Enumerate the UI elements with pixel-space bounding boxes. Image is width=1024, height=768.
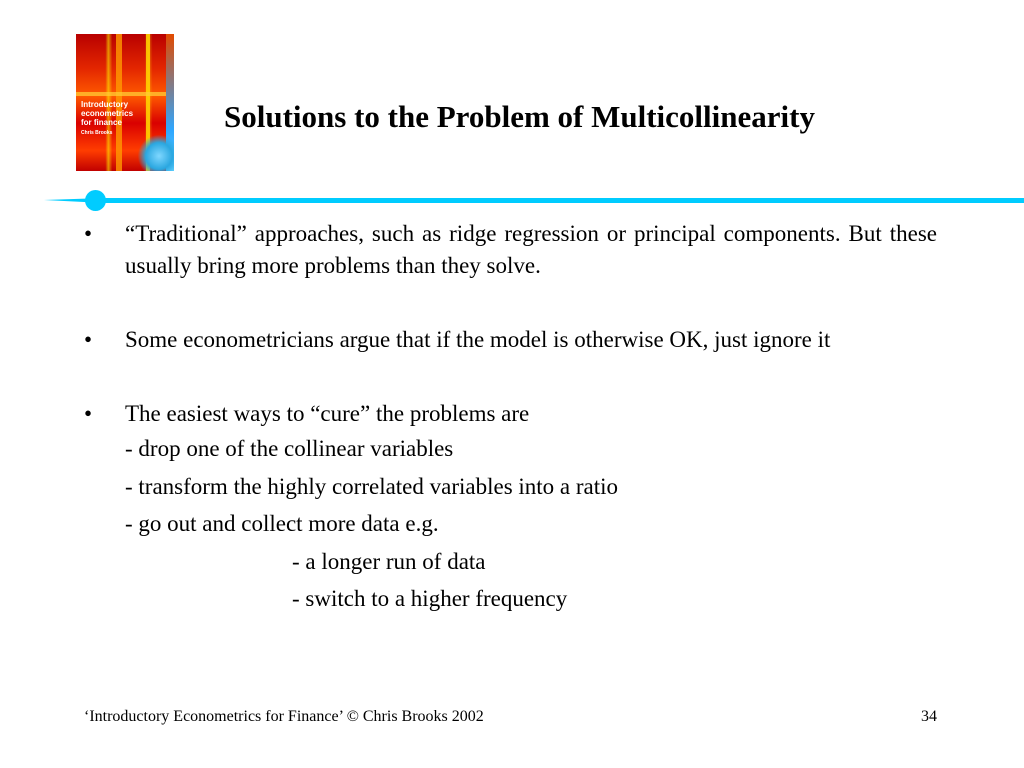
- title-divider: [44, 195, 1024, 205]
- bullet-item: [84, 398, 937, 430]
- sub-sub-item: - switch to a higher frequency: [292, 586, 568, 611]
- bullet-item: [84, 218, 937, 282]
- book-cover-image: [76, 34, 174, 171]
- slide-title: Solutions to the Problem of Multicollinearity: [224, 99, 815, 134]
- bullet-text: The easiest ways to “cure” the problems are: [125, 401, 530, 426]
- cover-stripe: [76, 92, 174, 96]
- sub-sub-item: - a longer run of data: [292, 548, 486, 574]
- page-number: 34: [921, 708, 937, 725]
- cover-author: Chris Brooks: [81, 130, 113, 136]
- bullet-icon: •: [84, 401, 93, 426]
- sub-item: - transform the highly correlated variables into a ratio: [125, 473, 619, 499]
- sub-item: - go out and collect more data e.g.: [125, 511, 439, 536]
- cover-title: Introductory econometrics for finance: [81, 100, 134, 127]
- divider-line: [104, 198, 1024, 203]
- slide-body: [84, 218, 937, 618]
- bullet-icon: •: [84, 221, 93, 246]
- bullet-icon: •: [84, 327, 93, 352]
- footer-citation: ‘Introductory Econometrics for Finance’ © Chris Brooks 2002: [84, 708, 484, 725]
- bullet-text: Some econometricians argue that if the model is otherwise OK, just ignore it: [125, 327, 831, 352]
- bullet-item: [84, 324, 937, 356]
- sub-item: - drop one of the collinear variables: [125, 436, 454, 461]
- bullet-text: “Traditional” approaches, such as ridge regression or principal components. But these usually bring more problems than they solve.: [125, 221, 937, 278]
- cover-glow: [138, 135, 174, 171]
- divider-dot: [85, 190, 106, 211]
